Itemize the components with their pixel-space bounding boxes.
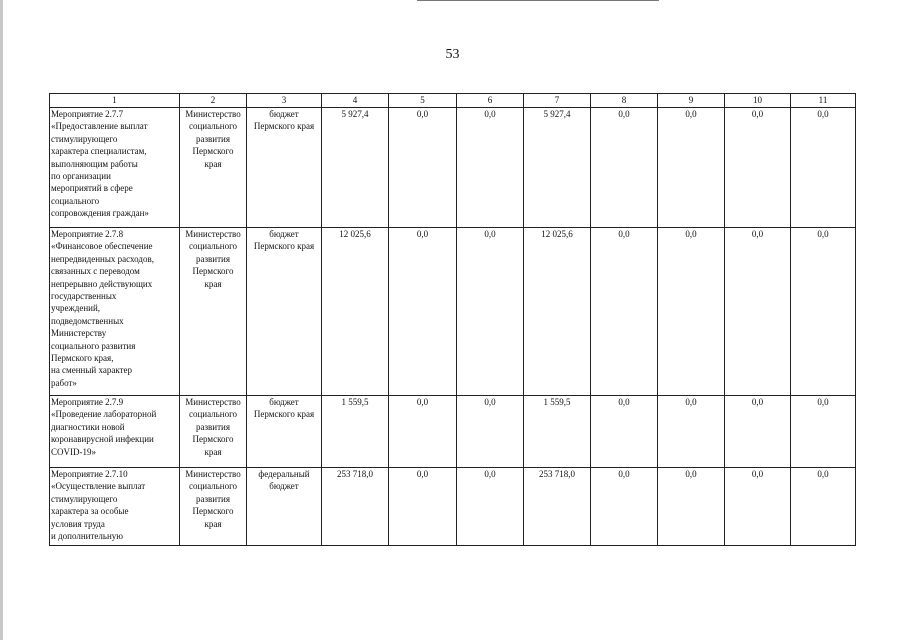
executor-line: края [204, 446, 222, 457]
column-header: 5 [389, 94, 457, 108]
value-cell: 0,0 [389, 396, 457, 468]
value-cell: 0,0 [457, 228, 524, 396]
value-cell: 1 559,5 [524, 396, 591, 468]
value-cell: 0,0 [457, 468, 524, 546]
value-cell: 0,0 [389, 108, 457, 228]
column-header: 9 [658, 94, 725, 108]
description-line: Мероприятие 2.7.7 [51, 109, 124, 119]
value-cell: 0,0 [791, 468, 856, 546]
description-line: коронавирусной инфекции [51, 434, 154, 445]
executor-line: развития [195, 493, 230, 504]
funding-source-cell [247, 396, 322, 468]
description-line: подведомственных [51, 315, 124, 326]
value-cell: 0,0 [389, 468, 457, 546]
value-cell: 0,0 [791, 396, 856, 468]
executor-cell [180, 228, 247, 396]
description-line: «Проведение лабораторной [51, 409, 157, 420]
activity-description-cell [50, 228, 180, 396]
column-header: 2 [180, 94, 247, 108]
funding-source-cell [247, 468, 322, 546]
description-line: социального [51, 195, 100, 206]
description-line: выполняющим работы [51, 158, 138, 169]
executor-line: края [204, 518, 222, 529]
value-cell: 0,0 [658, 396, 725, 468]
source-line: Пермского края [253, 241, 315, 252]
value-cell: 0,0 [725, 396, 791, 468]
description-line: Мероприятие 2.7.9 [51, 397, 124, 407]
executor-line: Пермского [192, 146, 234, 157]
value-cell: 0,0 [725, 468, 791, 546]
executor-line: социального [188, 409, 238, 420]
executor-line: социального [188, 241, 238, 252]
table-row [50, 468, 856, 546]
executor-line: Пермского [192, 266, 234, 277]
value-cell: 0,0 [457, 108, 524, 228]
description-line: Пермского края, [51, 353, 114, 364]
activity-description-cell [50, 396, 180, 468]
source-line: Пермского края [253, 409, 315, 420]
executor-cell [180, 468, 247, 546]
value-cell: 0,0 [658, 108, 725, 228]
description-line: «Осуществление выплат [51, 481, 146, 492]
column-header: 1 [50, 94, 180, 108]
funding-source-cell [247, 108, 322, 228]
executor-line: Министерство [185, 109, 241, 119]
description-line: диагностики новой [51, 421, 125, 432]
description-line: «Финансовое обеспечение [51, 241, 153, 252]
executor-cell [180, 396, 247, 468]
value-cell: 0,0 [457, 396, 524, 468]
source-line: бюджет [269, 397, 299, 407]
value-cell: 5 927,4 [322, 108, 389, 228]
executor-line: социального [188, 121, 238, 132]
executor-cell [180, 108, 247, 228]
description-line: связанных с переводом [51, 266, 140, 277]
value-cell: 0,0 [658, 228, 725, 396]
description-line: непредвиденных расходов, [51, 253, 154, 264]
value-cell: 253 718,0 [322, 468, 389, 546]
executor-line: Министерство [185, 469, 241, 479]
value-cell: 0,0 [658, 468, 725, 546]
source-line: бюджет [269, 109, 299, 119]
description-line: «Предоставление выплат [51, 121, 148, 132]
activity-description-cell [50, 108, 180, 228]
description-line: мероприятий в сфере [51, 183, 133, 194]
table-row [50, 228, 856, 396]
value-cell: 0,0 [791, 108, 856, 228]
description-line: по организации [51, 171, 111, 182]
funding-source-cell [247, 228, 322, 396]
value-cell: 0,0 [791, 228, 856, 396]
description-line: Мероприятие 2.7.8 [51, 229, 124, 239]
description-line: Мероприятие 2.7.10 [51, 469, 128, 479]
description-line: на сменный характер [51, 365, 133, 376]
column-header: 10 [725, 94, 791, 108]
column-header: 7 [524, 94, 591, 108]
column-header: 11 [791, 94, 856, 108]
executor-line: края [204, 158, 222, 169]
source-line: Пермского края [253, 121, 315, 132]
value-cell: 5 927,4 [524, 108, 591, 228]
executor-line: Министерство [185, 229, 241, 239]
description-line: непрерывно действующих [51, 278, 153, 289]
table-header-row [50, 94, 856, 108]
executor-line: края [204, 278, 222, 289]
description-line: работ» [51, 377, 77, 388]
source-line: бюджет [269, 481, 299, 492]
value-cell: 0,0 [725, 228, 791, 396]
description-line: государственных [51, 291, 117, 302]
description-line: характера специалистам, [51, 146, 147, 157]
description-line: учреждений, [51, 303, 101, 314]
value-cell: 1 559,5 [322, 396, 389, 468]
table-row [50, 396, 856, 468]
value-cell: 0,0 [591, 228, 658, 396]
description-line: COVID-19» [51, 446, 96, 457]
description-line: и дополнительную [51, 531, 124, 542]
executor-line: развития [195, 133, 230, 144]
activity-description-cell [50, 468, 180, 546]
value-cell: 0,0 [591, 108, 658, 228]
scan-left-edge [0, 0, 3, 640]
source-line: федеральный [258, 469, 310, 479]
description-line: стимулирующего [51, 493, 118, 504]
column-header: 4 [322, 94, 389, 108]
value-cell: 0,0 [725, 108, 791, 228]
description-line: условия труда [51, 518, 105, 529]
executor-line: социального [188, 481, 238, 492]
executor-line: Пермского [192, 434, 234, 445]
column-header: 3 [247, 94, 322, 108]
executor-line: развития [195, 253, 230, 264]
description-line: характера за особые [51, 506, 129, 517]
executor-line: Пермского [192, 506, 234, 517]
value-cell: 0,0 [389, 228, 457, 396]
page-number: 53 [445, 47, 460, 62]
source-line: бюджет [269, 229, 299, 239]
description-line: социального развития [51, 340, 136, 351]
executor-line: Министерство [185, 397, 241, 407]
budget-table [49, 93, 856, 546]
value-cell: 12 025,6 [524, 228, 591, 396]
executor-line: развития [195, 421, 230, 432]
value-cell: 12 025,6 [322, 228, 389, 396]
value-cell: 253 718,0 [524, 468, 591, 546]
table-row [50, 108, 856, 228]
column-header: 6 [457, 94, 524, 108]
description-line: стимулирующего [51, 133, 118, 144]
description-line: сопровождения граждан» [51, 208, 149, 219]
top-rule-line [417, 0, 659, 1]
value-cell: 0,0 [591, 396, 658, 468]
description-line: Министерству [51, 328, 107, 339]
column-header: 8 [591, 94, 658, 108]
value-cell: 0,0 [591, 468, 658, 546]
